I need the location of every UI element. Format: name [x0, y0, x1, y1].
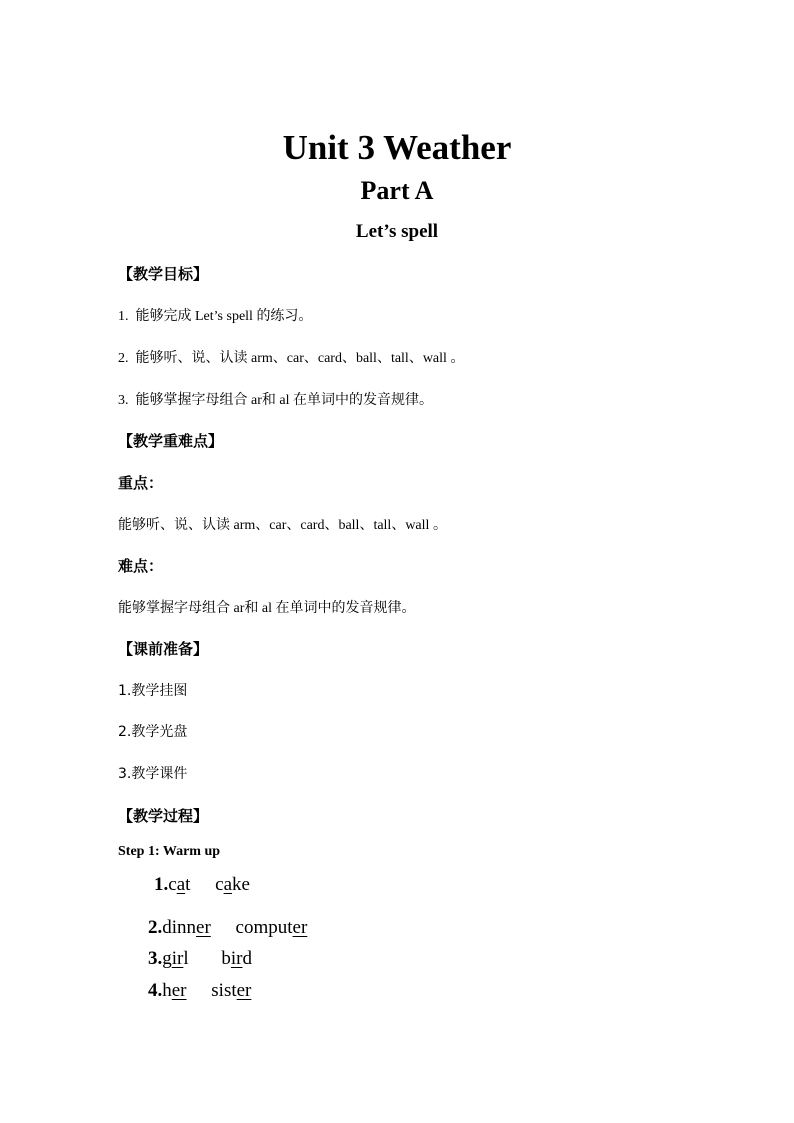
process-heading: 【教学过程】 — [118, 807, 209, 825]
warmup-item-4: 4.her sister — [148, 980, 252, 1001]
objective-1: 1. 能够完成 Let’s spell 的练习。 — [118, 308, 313, 324]
page-title: Unit 3 Weather — [282, 128, 512, 167]
objectives-heading: 【教学目标】 — [118, 265, 209, 283]
prep-item-3: 3.教学课件 — [118, 766, 188, 782]
preparation-heading: 【课前准备】 — [118, 640, 209, 658]
warmup-item-2: 2.dinner computer — [148, 917, 308, 938]
key-difficult-heading: 【教学重难点】 — [118, 432, 224, 450]
difficult-point-text: 能够掌握字母组合 ar和 al 在单词中的发音规律。 — [118, 600, 416, 616]
lesson-title: Let’s spell — [355, 221, 439, 242]
warmup-item-3: 3.girl bird — [148, 948, 252, 969]
prep-item-1: 1.教学挂图 — [118, 683, 188, 699]
key-point-text: 能够听、说、认读 arm、car、card、ball、tall、wall 。 — [118, 517, 447, 533]
step-1-title: Step 1: Warm up — [118, 844, 221, 859]
key-point-label: 重点： — [118, 474, 164, 492]
warmup-item-1: 1.cat cake — [154, 874, 250, 895]
objective-2: 2. 能够听、说、认读 arm、car、card、ball、tall、wall 。 — [118, 350, 465, 366]
difficult-point-label: 难点： — [118, 557, 164, 575]
prep-item-2: 2.教学光盘 — [118, 724, 188, 740]
objective-3: 3. 能够掌握字母组合 ar和 al 在单词中的发音规律。 — [118, 392, 433, 408]
page-subtitle: Part A — [360, 176, 434, 205]
